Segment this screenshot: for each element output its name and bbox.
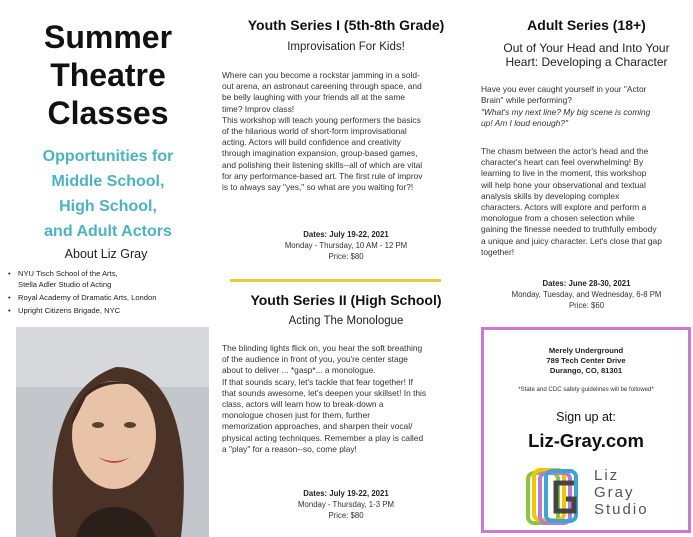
adult-description: The chasm between the actor's head and the character's heart can feel overwhelming! By learning to live in the moment, this workshop will help hone your observational and textual analysis skills by developing complex characters. Actors will explore and perform a monologue from a chosen selection while gaining the finesse needed to truthfully embody a unique and juicy character. Let's close that gap together! — [481, 146, 662, 257]
credential-item: • Upright Citizens Brigade, NYC — [8, 305, 214, 316]
youth2-subtitle: Acting The Monologue — [288, 315, 404, 327]
adult-details — [480, 278, 693, 311]
youth1-dates: Dates: July 19-22, 2021 — [303, 230, 389, 239]
instructor-photo — [16, 327, 209, 537]
youth1-price: Price: $80 — [328, 252, 364, 261]
logo-text: Liz Gray Studio — [594, 467, 649, 518]
credentials-list — [8, 268, 214, 318]
adult-intro: Have you ever caught yourself in your "Actor Brain" while performing? — [481, 84, 647, 106]
credential-item: • Royal Academy of Dramatic Arts, London — [8, 292, 214, 303]
youth1-subtitle: Improvisation For Kids! — [287, 41, 405, 53]
youth2-title: Youth Series II (High School) — [250, 292, 442, 308]
youth1-details — [212, 229, 480, 262]
youth2-dates: Dates: July 19-22, 2021 — [303, 489, 389, 498]
section-divider — [230, 279, 441, 282]
signup-label: Sign up at: — [556, 410, 616, 424]
venue-box — [481, 327, 691, 533]
adult-price: Price: $60 — [568, 301, 605, 310]
youth2-schedule: Monday - Thursday, 1-3 PM — [298, 500, 394, 509]
youth1-schedule: Monday - Thursday, 10 AM - 12 PM — [284, 241, 408, 250]
website-link[interactable]: Liz-Gray.com — [528, 430, 644, 451]
adult-dates: Dates: June 28-30, 2021 — [542, 279, 631, 288]
credential-item: • NYU Tisch School of the Arts, Stella Adler Studio of Acting — [8, 268, 214, 290]
adult-schedule: Monday, Tuesday, and Wednesday, 6-8 PM — [511, 290, 662, 299]
safety-note: *State and CDC safety guidelines will be followed* — [518, 386, 654, 393]
subtitle: Opportunities for Middle School, High School, and Adult Actors — [42, 148, 174, 240]
logo-mark-icon — [526, 467, 590, 527]
adult-quote: "What's my next line? My big scene is coming up! Am I loud enough?" — [481, 107, 651, 129]
adult-subtitle: Out of Your Head and Into Your Heart: Developing a Character — [503, 41, 670, 69]
youth2-description: The blinding lights flick on, you hear the soft breathing of the audience in front of you, you're center stage about to deliver ... *gasp*... a monologue. If that sounds scary, let's tackle that fear together! If that sounds awesome, let's deepen your skillset! In this class, actors will learn how to break-down a monologue chosen just for them, further memorization approaches, and sharpen their vocal/ physical acting techniques. Remember a play is called a "play" for a reason--so, come play! — [222, 343, 427, 454]
youth2-price: Price: $80 — [328, 511, 364, 520]
portrait-illustration — [16, 327, 209, 537]
venue-address: Merely Underground 789 Tech Center Drive Durango, CO, 81301 — [546, 346, 626, 375]
adult-title: Adult Series (18+) — [527, 17, 646, 33]
about-title: About Liz Gray — [64, 247, 148, 261]
main-title: Summer Theatre Classes — [43, 19, 173, 131]
youth2-details — [212, 488, 480, 521]
youth1-description: Where can you become a rockstar jamming in a sold- out arena, an astronaut careening through space, and be belly laughing with your friends all at the same time? Improv class! This workshop will teach young performers the basics of the hilarious world of short-form improvisational acting. Actors will build confidence and creativity through imagination expansion, group-based games, and polishing their listening skills--all of which are vital for any performance-based art. The first rule of improv is to always say "yes," so what are you waiting for?! — [222, 70, 423, 193]
studio-logo — [526, 467, 656, 527]
youth1-title: Youth Series I (5th-8th Grade) — [247, 17, 445, 33]
